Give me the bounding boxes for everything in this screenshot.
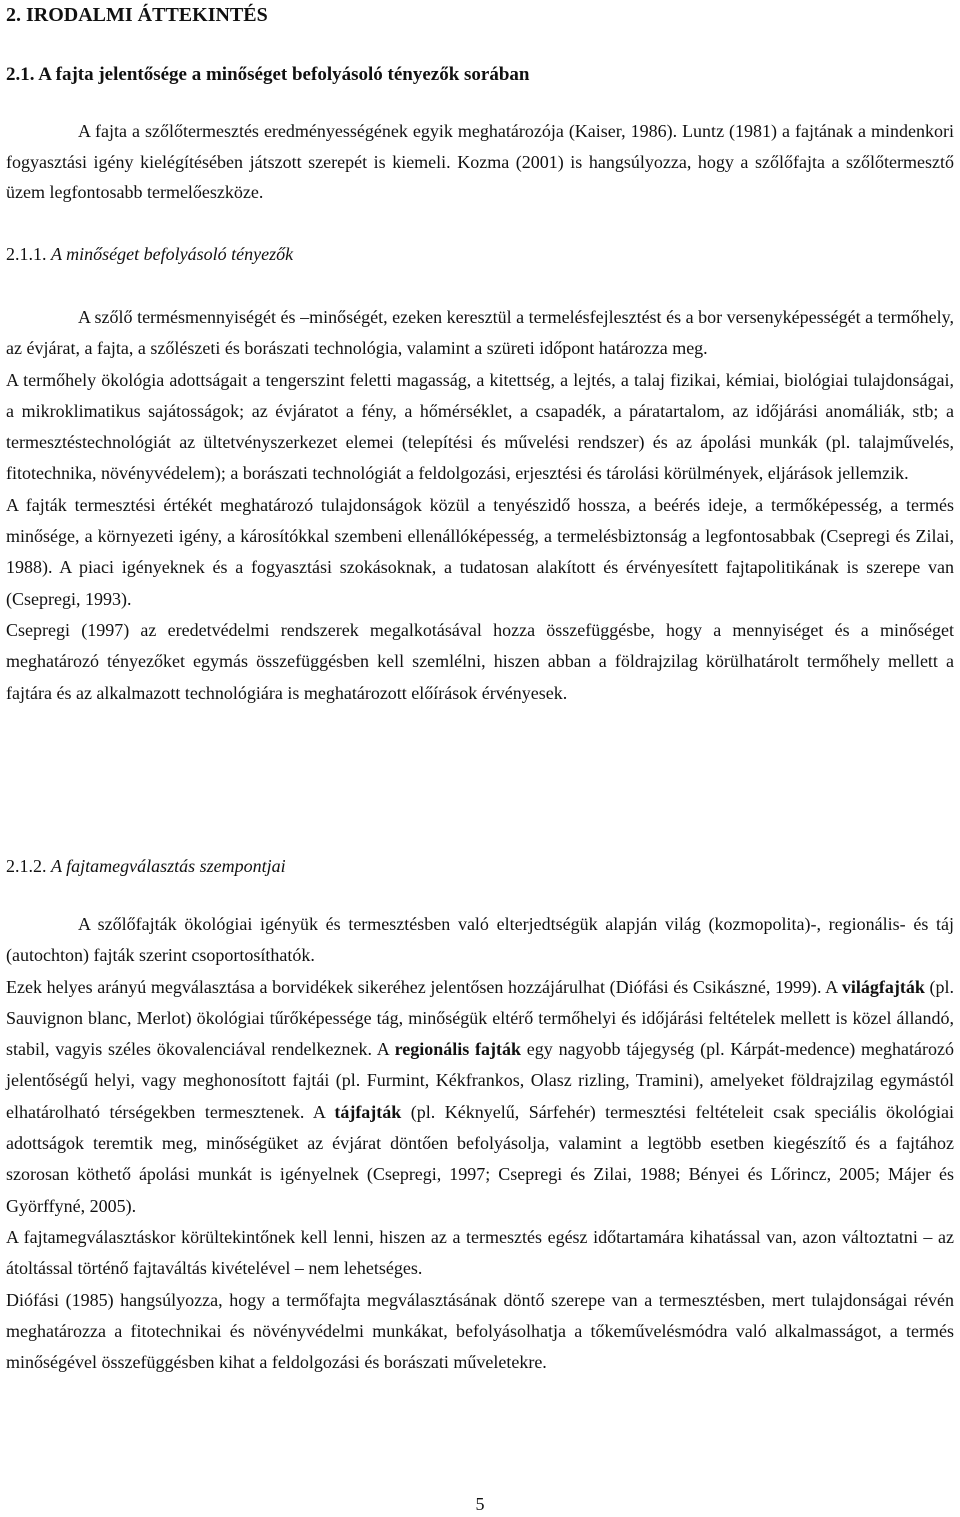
- subsection-title: A minőséget befolyásoló tényezők: [51, 244, 294, 264]
- paragraph: Diófási (1985) hangsúlyozza, hogy a termőfajta megválasztásának döntő szerepe van a termesztésben, mert tulajdonságai révén meghatározza a fitotechnikai és növényvédelmi munkákat, befolyásolhatja a tőkeművelésmódra való alkalmasságot, a termés minőségével összefüggésben kihat a feldolgozási és borászati műveletekre.: [6, 1289, 954, 1373]
- subsection-heading-2-1-2: [6, 856, 286, 877]
- paragraph: A szőlő termésmennyiségét és –minőségét, ezeken keresztül a termelésfejlesztést és a bor versenyképességét a termőhely, az évjárat, a fajta, a szőlészeti és borászati technológia, valamint a szüreti időpont határozza meg.: [6, 307, 954, 359]
- subsection-heading-2-1-1: [6, 244, 293, 265]
- subsection-number: 2.1.1.: [6, 244, 47, 264]
- paragraph: Csepregi (1997) az eredetvédelmi rendszerek megalkotásával hozza összefüggésbe, hogy a mennyiséget és a minőséget meghatározó tényezőket egymás összefüggésben kell szemlélni, hiszen abban a földrajzilag körülhatárolt termőhely mellett a fajtára és az alkalmazott technológiára is meghatározott előírások érvényesek.: [6, 619, 954, 703]
- section-2-1-body: [6, 116, 954, 208]
- chapter-heading: 2. IRODALMI ÁTTEKINTÉS: [6, 4, 268, 26]
- term-local-varieties: tájfajták: [334, 1101, 402, 1122]
- section-2-1-1-body: [6, 302, 954, 709]
- subsection-number: 2.1.2.: [6, 856, 47, 876]
- paragraph: A szőlőfajták ökológiai igényük és termesztésben való elterjedtségük alapján világ (kozmopolita)-, regionális- és táj (autochton) fajták szerint csoportosíthatók.: [6, 914, 954, 966]
- paragraph: A termőhely ökológia adottságait a tengerszint feletti magasság, a kitettség, a lejtés, a talaj fizikai, kémiai, biológiai tulajdonságai, a mikroklimatikus sajátosságok; az évjáratot a fény, a hőmérséklet, a csapadék, a páratartalom, az időjárási anomáliák, stb; a termesztéstechnológiát az ültetvényszerkezet elemei (telepítési és művelési rendszer) és az ápolási munkák (pl. talajművelés, fitotechnika, növényvédelem); a borászati technológiát a feldolgozási, erjesztési és tárolási körülmények, eljárások jellemzik.: [6, 369, 954, 484]
- paragraph: A fajták termesztési értékét meghatározó tulajdonságok közül a tenyészidő hossza, a beérés ideje, a termőképesség, a termés minősége, a környezeti igény, a károsítókkal szembeni ellenállóképesség, a termelésbiztonság a legfontosabbak (Csepregi és Zilai, 1988). A piaci igényeknek és a fogyasztási szokásoknak, a tudatosan alakított és érvényesített fajtapolitikának is szerepe van (Csepregi, 1993).: [6, 494, 954, 609]
- paragraph: A fajta a szőlőtermesztés eredményességének egyik meghatározója (Kaiser, 1986). Luntz (1981) a fajtának a mindenkori fogyasztási igény kielégítésében játszott szerepét is kiemeli. Kozma (2001) is hangsúlyozza, hogy a szőlőfajta a szőlőtermesztő üzem legfontosabb termelőeszköze.: [6, 121, 954, 202]
- text-run: Ezek helyes arányú megválasztása a borvidékek sikeréhez jelentősen hozzájárulhat (Diófási és Csikászné, 1999). A: [6, 976, 842, 997]
- text-run: egy nagyobb tájegység (pl. Kárpát-medence) meghatározó jelentőségű helyi, vagy meghonosított fajtái (pl. Furmint, Kékfrankos, Olasz rizling, Tramini), amelyeket földrajzilag egymástól elhatárolható térségekben termesztenek. A: [6, 1039, 955, 1122]
- term-regional-varieties: regionális fajták: [394, 1039, 522, 1060]
- section-2-1-2-body: [6, 909, 954, 1378]
- page-number: 5: [475, 1494, 485, 1514]
- term-world-varieties: világfajták: [841, 976, 925, 997]
- subsection-title: A fajtamegválasztás szempontjai: [51, 856, 286, 876]
- paragraph: [6, 972, 954, 1222]
- paragraph: A fajtamegválasztáskor körültekintőnek kell lenni, hiszen az a termesztés egész időtartamára kihatással van, azon változtatni – az átoltással történő fajtaváltás kivételével – nem lehetséges.: [6, 1226, 954, 1279]
- section-heading-2-1: 2.1. A fajta jelentősége a minőséget befolyásoló tényezők sorában: [6, 64, 530, 85]
- text-run: (pl. Kéknyelű, Sárfehér) termesztési feltételeit csak speciális ökológiai adottságok teremtik meg, minőségüket az évjárat döntően befolyásolja, valamint a legtöbb esetben kiegészítő és a fajtához szorosan köthető ápolási munkát is igényelnek (Csepregi, 1997; Csepregi és Zilai, 1988; Bényei és Lőrincz, 2005; Májer és Györffyné, 2005).: [6, 1101, 955, 1216]
- text-run: (pl. Sauvignon blanc, Merlot) ökológiai tűrőképessége tág, minőségük eltérő termőhelyi és időjárási feltételek mellett is közel állandó, stabil, vagyis széles ökovalenciával rendelkeznek. A: [6, 976, 955, 1060]
